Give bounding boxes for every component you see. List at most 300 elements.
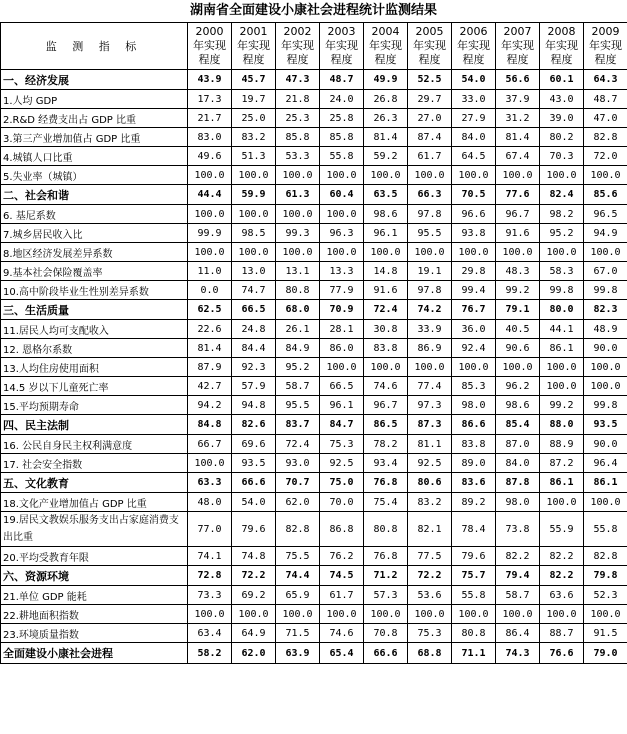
value-cell: 54.0 [452,70,496,90]
value-cell: 21.7 [188,109,232,128]
value-cell: 99.4 [452,281,496,300]
value-cell: 91.5 [584,624,627,643]
value-cell: 100.0 [496,166,540,185]
value-cell: 99.8 [584,396,627,415]
table-row [1,147,627,166]
value-cell: 71.2 [364,566,408,586]
value-cell: 79.8 [584,566,627,586]
value-cell: 98.6 [364,205,408,224]
value-cell: 98.6 [496,396,540,415]
total-row [1,643,627,664]
indicator-label: 全面建设小康社会进程 [1,643,188,664]
value-cell: 84.0 [496,454,540,473]
value-cell: 85.8 [276,128,320,147]
year-column-header [540,23,584,70]
value-cell: 66.6 [232,473,276,493]
value-cell: 100.0 [188,243,232,262]
value-cell: 76.2 [320,547,364,566]
value-cell: 100.0 [276,166,320,185]
value-cell: 100.0 [320,358,364,377]
year-label: 2004 [371,25,400,38]
value-cell: 53.3 [276,147,320,166]
value-cell: 83.6 [452,473,496,493]
value-cell: 82.8 [276,512,320,547]
indicator-label: 8.地区经济发展差异系数 [1,243,188,262]
value-cell: 72.2 [408,566,452,586]
value-cell: 74.2 [408,300,452,320]
value-cell: 83.8 [452,435,496,454]
value-cell: 67.4 [496,147,540,166]
value-cell: 100.0 [276,605,320,624]
value-cell: 17.3 [188,90,232,109]
value-cell: 66.7 [188,435,232,454]
value-cell: 55.8 [320,147,364,166]
value-cell: 77.6 [496,185,540,205]
year-label: 2003 [327,25,356,38]
value-cell: 63.9 [276,643,320,664]
year-column-header [408,23,452,70]
indicator-label: 一、经济发展 [1,70,188,90]
value-cell: 25.8 [320,109,364,128]
value-cell: 73.3 [188,586,232,605]
indicator-label: 23.环境质量指数 [1,624,188,643]
table-row [1,243,627,262]
value-cell: 29.8 [452,262,496,281]
value-cell: 84.9 [276,339,320,358]
value-cell: 96.4 [584,454,627,473]
value-cell: 85.3 [452,377,496,396]
value-cell: 89.2 [452,493,496,512]
year-suffix-label: 年实现程度 [457,39,490,66]
value-cell: 96.5 [584,205,627,224]
year-suffix-label: 年实现程度 [237,39,270,66]
value-cell: 100.0 [452,358,496,377]
value-cell: 55.8 [452,586,496,605]
value-cell: 53.6 [408,586,452,605]
value-cell: 93.0 [276,454,320,473]
table-row [1,512,627,547]
value-cell: 75.0 [320,473,364,493]
table-row [1,262,627,281]
value-cell: 47.0 [584,109,627,128]
value-cell: 100.0 [276,243,320,262]
value-cell: 82.8 [584,547,627,566]
year-label: 2008 [547,25,576,38]
value-cell: 81.1 [408,435,452,454]
indicator-label: 1.人均 GDP [1,90,188,109]
value-cell: 99.3 [276,224,320,243]
value-cell: 48.7 [320,70,364,90]
value-cell: 74.8 [232,547,276,566]
value-cell: 62.0 [232,643,276,664]
year-label: 2009 [591,25,620,38]
value-cell: 86.5 [364,415,408,435]
value-cell: 96.6 [452,205,496,224]
table-row [1,435,627,454]
indicator-label: 7.城乡居民收入比 [1,224,188,243]
value-cell: 100.0 [584,377,627,396]
value-cell: 100.0 [232,166,276,185]
value-cell: 100.0 [540,243,584,262]
value-cell: 24.0 [320,90,364,109]
value-cell: 94.8 [232,396,276,415]
value-cell: 82.1 [408,512,452,547]
value-cell: 80.2 [540,128,584,147]
table-row [1,377,627,396]
value-cell: 100.0 [364,243,408,262]
value-cell: 11.0 [188,262,232,281]
value-cell: 75.3 [320,435,364,454]
value-cell: 97.8 [408,281,452,300]
value-cell: 67.0 [584,262,627,281]
value-cell: 44.1 [540,320,584,339]
table-row [1,109,627,128]
value-cell: 31.2 [496,109,540,128]
year-suffix-label: 年实现程度 [325,39,358,66]
year-column-header [364,23,408,70]
value-cell: 100.0 [584,605,627,624]
value-cell: 43.9 [188,70,232,90]
value-cell: 55.9 [540,512,584,547]
indicator-label: 21.单位 GDP 能耗 [1,586,188,605]
value-cell: 62.5 [188,300,232,320]
indicator-label: 14.5 岁以下儿童死亡率 [1,377,188,396]
value-cell: 30.8 [364,320,408,339]
table-row [1,224,627,243]
value-cell: 97.3 [408,396,452,415]
year-label: 2005 [415,25,444,38]
value-cell: 99.2 [496,281,540,300]
value-cell: 92.5 [408,454,452,473]
value-cell: 73.8 [496,512,540,547]
value-cell: 88.9 [540,435,584,454]
indicator-label: 19.居民文教娱乐服务支出占家庭消费支出比重 [1,512,188,547]
year-column-header [276,23,320,70]
indicator-label: 六、资源环境 [1,566,188,586]
value-cell: 100.0 [584,166,627,185]
value-cell: 74.6 [364,377,408,396]
value-cell: 78.2 [364,435,408,454]
value-cell: 100.0 [540,166,584,185]
value-cell: 93.4 [364,454,408,473]
value-cell: 86.0 [320,339,364,358]
value-cell: 99.8 [584,281,627,300]
indicator-label: 18.文化产业增加值占 GDP 比重 [1,493,188,512]
value-cell: 91.6 [364,281,408,300]
value-cell: 75.4 [364,493,408,512]
value-cell: 83.0 [188,128,232,147]
value-cell: 100.0 [188,166,232,185]
value-cell: 100.0 [540,377,584,396]
value-cell: 22.6 [188,320,232,339]
value-cell: 82.4 [540,185,584,205]
value-cell: 26.3 [364,109,408,128]
indicator-label: 22.耕地面积指数 [1,605,188,624]
value-cell: 84.0 [452,128,496,147]
table-row [1,454,627,473]
table-row [1,605,627,624]
value-cell: 83.2 [232,128,276,147]
value-cell: 83.7 [276,415,320,435]
value-cell: 81.4 [496,128,540,147]
value-cell: 74.6 [320,624,364,643]
value-cell: 90.0 [584,339,627,358]
value-cell: 100.0 [232,243,276,262]
value-cell: 100.0 [364,358,408,377]
value-cell: 99.9 [188,224,232,243]
value-cell: 26.8 [364,90,408,109]
value-cell: 100.0 [188,605,232,624]
value-cell: 28.1 [320,320,364,339]
value-cell: 13.1 [276,262,320,281]
value-cell: 66.6 [364,643,408,664]
value-cell: 74.5 [320,566,364,586]
value-cell: 64.5 [452,147,496,166]
value-cell: 63.6 [540,586,584,605]
value-cell: 52.3 [584,586,627,605]
value-cell: 100.0 [408,605,452,624]
value-cell: 71.5 [276,624,320,643]
year-suffix-label: 年实现程度 [369,39,402,66]
value-cell: 96.3 [320,224,364,243]
value-cell: 72.0 [584,147,627,166]
value-cell: 25.0 [232,109,276,128]
table-row [1,396,627,415]
table-row [1,493,627,512]
value-cell: 39.0 [540,109,584,128]
table-row [1,624,627,643]
value-cell: 21.8 [276,90,320,109]
value-cell: 96.7 [496,205,540,224]
value-cell: 72.4 [364,300,408,320]
value-cell: 77.5 [408,547,452,566]
value-cell: 88.7 [540,624,584,643]
value-cell: 100.0 [496,243,540,262]
indicator-label: 6. 基尼系数 [1,205,188,224]
value-cell: 75.5 [276,547,320,566]
value-cell: 88.0 [540,415,584,435]
value-cell: 100.0 [320,205,364,224]
value-cell: 70.3 [540,147,584,166]
value-cell: 43.0 [540,90,584,109]
value-cell: 79.6 [452,547,496,566]
value-cell: 86.9 [408,339,452,358]
value-cell: 100.0 [364,605,408,624]
category-row [1,300,627,320]
value-cell: 85.4 [496,415,540,435]
value-cell: 100.0 [408,166,452,185]
value-cell: 90.6 [496,339,540,358]
value-cell: 84.4 [232,339,276,358]
value-cell: 13.3 [320,262,364,281]
value-cell: 79.6 [232,512,276,547]
indicator-label: 2.R&D 经费支出占 GDP 比重 [1,109,188,128]
value-cell: 69.2 [232,586,276,605]
value-cell: 26.1 [276,320,320,339]
indicator-label: 17. 社会安全指数 [1,454,188,473]
value-cell: 49.9 [364,70,408,90]
year-column-header [452,23,496,70]
value-cell: 70.0 [320,493,364,512]
value-cell: 100.0 [452,166,496,185]
value-cell: 86.1 [540,473,584,493]
value-cell: 58.3 [540,262,584,281]
value-cell: 61.3 [276,185,320,205]
table-row [1,358,627,377]
value-cell: 90.0 [584,435,627,454]
value-cell: 19.7 [232,90,276,109]
value-cell: 100.0 [408,243,452,262]
category-row [1,70,627,90]
value-cell: 76.8 [364,473,408,493]
indicator-label: 13.人均住房使用面积 [1,358,188,377]
value-cell: 80.8 [276,281,320,300]
value-cell: 68.0 [276,300,320,320]
value-cell: 71.1 [452,643,496,664]
indicator-label: 10.高中阶段毕业生性别差异系数 [1,281,188,300]
year-label: 2007 [503,25,532,38]
value-cell: 100.0 [188,454,232,473]
value-cell: 83.8 [364,339,408,358]
category-row [1,185,627,205]
year-column-header [496,23,540,70]
value-cell: 72.2 [232,566,276,586]
table-body [1,70,627,664]
indicator-label: 11.居民人均可支配收入 [1,320,188,339]
value-cell: 100.0 [496,605,540,624]
value-cell: 56.6 [496,70,540,90]
value-cell: 62.0 [276,493,320,512]
value-cell: 29.7 [408,90,452,109]
value-cell: 84.8 [188,415,232,435]
value-cell: 92.5 [320,454,364,473]
value-cell: 59.2 [364,147,408,166]
value-cell: 99.8 [540,281,584,300]
value-cell: 87.0 [496,435,540,454]
value-cell: 86.6 [452,415,496,435]
value-cell: 48.9 [584,320,627,339]
value-cell: 82.6 [232,415,276,435]
value-cell: 19.1 [408,262,452,281]
value-cell: 66.3 [408,185,452,205]
value-cell: 63.4 [188,624,232,643]
value-cell: 58.2 [188,643,232,664]
value-cell: 98.0 [496,493,540,512]
value-cell: 49.6 [188,147,232,166]
value-cell: 77.9 [320,281,364,300]
value-cell: 75.3 [408,624,452,643]
value-cell: 86.8 [320,512,364,547]
monitoring-table [0,22,627,664]
value-cell: 70.5 [452,185,496,205]
year-suffix-label: 年实现程度 [545,39,578,66]
value-cell: 66.5 [232,300,276,320]
value-cell: 93.5 [584,415,627,435]
value-cell: 98.5 [232,224,276,243]
value-cell: 82.3 [584,300,627,320]
value-cell: 48.3 [496,262,540,281]
value-cell: 13.0 [232,262,276,281]
value-cell: 100.0 [584,243,627,262]
year-column-header [584,23,627,70]
value-cell: 82.2 [496,547,540,566]
value-cell: 81.4 [364,128,408,147]
year-label: 2001 [239,25,268,38]
value-cell: 66.5 [320,377,364,396]
value-cell: 100.0 [320,605,364,624]
value-cell: 87.9 [188,358,232,377]
value-cell: 48.0 [188,493,232,512]
value-cell: 65.9 [276,586,320,605]
value-cell: 59.9 [232,185,276,205]
value-cell: 36.0 [452,320,496,339]
value-cell: 76.6 [540,643,584,664]
value-cell: 100.0 [540,358,584,377]
value-cell: 96.7 [364,396,408,415]
category-row [1,473,627,493]
value-cell: 95.5 [276,396,320,415]
value-cell: 87.2 [540,454,584,473]
page-title: 湖南省全面建设小康社会进程统计监测结果 [189,3,437,18]
value-cell: 37.9 [496,90,540,109]
value-cell: 27.9 [452,109,496,128]
year-suffix-label: 年实现程度 [413,39,446,66]
value-cell: 85.8 [320,128,364,147]
value-cell: 65.4 [320,643,364,664]
value-cell: 95.5 [408,224,452,243]
value-cell: 54.0 [232,493,276,512]
value-cell: 76.7 [452,300,496,320]
value-cell: 100.0 [364,166,408,185]
value-cell: 55.8 [584,512,627,547]
table-row [1,205,627,224]
indicator-label: 9.基本社会保险覆盖率 [1,262,188,281]
value-cell: 76.8 [364,547,408,566]
value-cell: 14.8 [364,262,408,281]
value-cell: 94.9 [584,224,627,243]
value-cell: 100.0 [540,493,584,512]
category-row [1,415,627,435]
value-cell: 81.4 [188,339,232,358]
value-cell: 57.3 [364,586,408,605]
value-cell: 92.4 [452,339,496,358]
value-cell: 100.0 [232,605,276,624]
value-cell: 52.5 [408,70,452,90]
indicator-label: 四、民主法制 [1,415,188,435]
value-cell: 45.7 [232,70,276,90]
year-suffix-label: 年实现程度 [193,39,226,66]
table-row [1,586,627,605]
value-cell: 100.0 [188,205,232,224]
value-cell: 75.7 [452,566,496,586]
value-cell: 70.8 [364,624,408,643]
value-cell: 99.2 [540,396,584,415]
indicator-label: 20.平均受教育年限 [1,547,188,566]
indicator-column-header: 监 测 指 标 [1,23,188,70]
value-cell: 57.9 [232,377,276,396]
value-cell: 25.3 [276,109,320,128]
value-cell: 44.4 [188,185,232,205]
value-cell: 60.1 [540,70,584,90]
value-cell: 100.0 [452,243,496,262]
value-cell: 100.0 [320,166,364,185]
value-cell: 82.2 [540,547,584,566]
indicator-label: 5.失业率（城镇） [1,166,188,185]
year-column-header [232,23,276,70]
year-label: 2002 [283,25,312,38]
value-cell: 64.3 [584,70,627,90]
value-cell: 100.0 [276,205,320,224]
